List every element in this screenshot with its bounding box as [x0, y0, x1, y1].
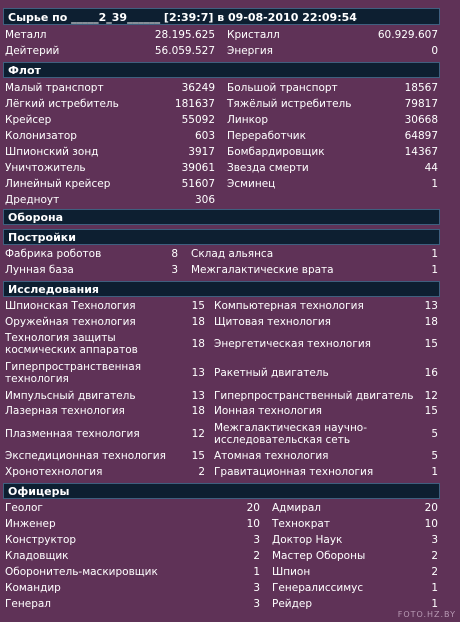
resource-row [0, 43, 460, 59]
item-name: Адмирал [272, 502, 321, 514]
item-value: 2 [253, 550, 260, 562]
officer-row [0, 564, 460, 580]
item-value: 30668 [404, 114, 438, 126]
fleet-row [0, 176, 460, 192]
research-row [0, 388, 460, 404]
item-value: 18 [191, 405, 205, 417]
item-value: 20 [246, 502, 260, 514]
research-row [0, 298, 460, 314]
item-value: 2 [431, 566, 438, 578]
item-name: Дредноут [5, 194, 60, 206]
item-name: Гравитационная технология [214, 466, 374, 478]
item-name: Командир [5, 582, 61, 594]
item-name: Доктор Наук [272, 534, 343, 546]
item-value: 18567 [404, 82, 438, 94]
item-name: Лёгкий истребитель [5, 98, 119, 110]
item-value: 13 [191, 367, 205, 379]
item-value: 1 [253, 566, 260, 578]
item-name: Эсминец [227, 178, 276, 190]
item-name: Шпионский зонд [5, 146, 99, 158]
resource-row [0, 27, 460, 43]
item-name: Оружейная технология [5, 316, 136, 328]
item-name: Ионная технология [214, 405, 322, 417]
item-value: 16 [424, 367, 438, 379]
item-name: Фабрика роботов [5, 248, 102, 260]
fleet-row [0, 80, 460, 96]
item-name: Тяжёлый истребитель [227, 98, 352, 110]
item-name: Лазерная технология [5, 405, 125, 417]
item-value: 13 [424, 300, 438, 312]
item-name: Бомбардировщик [227, 146, 325, 158]
item-value: 51607 [181, 178, 215, 190]
item-name: Шпион [272, 566, 311, 578]
buildings-header: Постройки [3, 229, 440, 245]
item-value: 13 [191, 390, 205, 402]
item-value: 20 [424, 502, 438, 514]
item-name: Звезда смерти [227, 162, 309, 174]
officer-row [0, 580, 460, 596]
item-name: Крейсер [5, 114, 52, 126]
defense-header: Оборона [3, 209, 440, 225]
item-value: 1 [431, 598, 438, 610]
item-name: Малый транспорт [5, 82, 104, 94]
item-name: Экспедиционная технология [5, 450, 166, 462]
item-value: 1 [431, 466, 438, 478]
item-value: 181637 [174, 98, 215, 110]
item-name: Уничтожитель [5, 162, 86, 174]
item-value: 5 [431, 428, 438, 440]
item-value: 3 [253, 598, 260, 610]
resource-value: 56.059.527 [154, 45, 215, 57]
item-value: 15 [424, 405, 438, 417]
item-name: Оборонитель-маскировщик [5, 566, 158, 578]
item-value: 79817 [404, 98, 438, 110]
item-name: Мастер Обороны [272, 550, 366, 562]
item-value: 15 [191, 450, 205, 462]
item-value: 1 [431, 248, 438, 260]
fleet-row [0, 144, 460, 160]
item-name: Гиперпространственный двигатель [214, 390, 414, 402]
resource-name: Энергия [227, 45, 273, 57]
resource-name: Металл [5, 29, 47, 41]
item-name: Генерал [5, 598, 51, 610]
item-value: 2 [198, 466, 205, 478]
item-value: 1 [431, 178, 438, 190]
item-name: Большой транспорт [227, 82, 338, 94]
officer-row [0, 516, 460, 532]
item-name: Гиперпространственная технология [5, 361, 142, 385]
item-name: Инженер [5, 518, 56, 530]
research-row [0, 314, 460, 330]
research-header: Исследования [3, 281, 440, 297]
item-name: Хронотехнология [5, 466, 103, 478]
item-name: Технократ [272, 518, 330, 530]
fleet-row [0, 192, 460, 208]
item-value: 36249 [181, 82, 215, 94]
item-value: 10 [424, 518, 438, 530]
fleet-row [0, 112, 460, 128]
item-value: 603 [194, 130, 215, 142]
item-value: 18 [191, 338, 205, 350]
item-name: Атомная технология [214, 450, 329, 462]
item-value: 3 [253, 534, 260, 546]
item-name: Компьютерная технология [214, 300, 364, 312]
resource-name: Кристалл [227, 29, 280, 41]
report-title: Сырье по _____2_39______ [2:39:7] в 09-08-2010 22:09:54 [3, 8, 440, 25]
research-row [0, 420, 460, 448]
resource-value: 28.195.625 [154, 29, 215, 41]
item-name: Склад альянса [191, 248, 274, 260]
fleet-header: Флот [3, 62, 440, 78]
fleet-row [0, 160, 460, 176]
item-name: Линейный крейсер [5, 178, 111, 190]
research-row [0, 448, 460, 464]
item-name: Кладовщик [5, 550, 69, 562]
item-name: Рейдер [272, 598, 313, 610]
officers-header: Офицеры [3, 483, 440, 499]
resource-value: 0 [431, 45, 438, 57]
fleet-row [0, 128, 460, 144]
resource-value: 60.929.607 [377, 29, 438, 41]
item-name: Щитовая технология [214, 316, 331, 328]
item-value: 3917 [188, 146, 215, 158]
officer-row [0, 548, 460, 564]
building-row [0, 246, 460, 262]
item-name: Межгалактические врата [191, 264, 334, 276]
item-value: 64897 [404, 130, 438, 142]
officer-row [0, 532, 460, 548]
research-row [0, 358, 460, 388]
item-name: Лунная база [5, 264, 74, 276]
research-row [0, 403, 460, 419]
research-row [0, 464, 460, 480]
item-value: 306 [194, 194, 215, 206]
item-value: 18 [191, 316, 205, 328]
item-value: 10 [246, 518, 260, 530]
officer-row [0, 500, 460, 516]
item-name: Генералиссимус [272, 582, 364, 594]
item-name: Плазменная технология [5, 428, 140, 440]
item-value: 5 [431, 450, 438, 462]
item-name: Импульсный двигатель [5, 390, 136, 402]
item-name: Энергетическая технология [214, 338, 371, 350]
watermark: FOTO.HZ.BY [397, 610, 456, 619]
item-value: 15 [424, 338, 438, 350]
item-value: 55092 [181, 114, 215, 126]
item-value: 18 [424, 316, 438, 328]
item-name: Колонизатор [5, 130, 77, 142]
item-name: Переработчик [227, 130, 306, 142]
item-value: 8 [171, 248, 178, 260]
item-value: 44 [424, 162, 438, 174]
item-value: 14367 [404, 146, 438, 158]
item-name: Геолог [5, 502, 43, 514]
item-value: 12 [424, 390, 438, 402]
officer-row [0, 596, 460, 612]
item-name: Шпионская Технология [5, 300, 136, 312]
item-value: 3 [171, 264, 178, 276]
building-row [0, 262, 460, 278]
item-name: Ракетный двигатель [214, 367, 329, 379]
item-name: Технология защиты космических аппаратов [5, 332, 138, 356]
item-name: Межгалактическая научно-исследовательская сеть [214, 422, 368, 446]
item-name: Линкор [227, 114, 269, 126]
resource-name: Дейтерий [5, 45, 60, 57]
item-name: Конструктор [5, 534, 77, 546]
research-row [0, 330, 460, 358]
item-value: 12 [191, 428, 205, 440]
item-value: 3 [431, 534, 438, 546]
fleet-row [0, 96, 460, 112]
item-value: 1 [431, 264, 438, 276]
item-value: 15 [191, 300, 205, 312]
item-value: 1 [431, 582, 438, 594]
item-value: 2 [431, 550, 438, 562]
item-value: 3 [253, 582, 260, 594]
item-value: 39061 [181, 162, 215, 174]
